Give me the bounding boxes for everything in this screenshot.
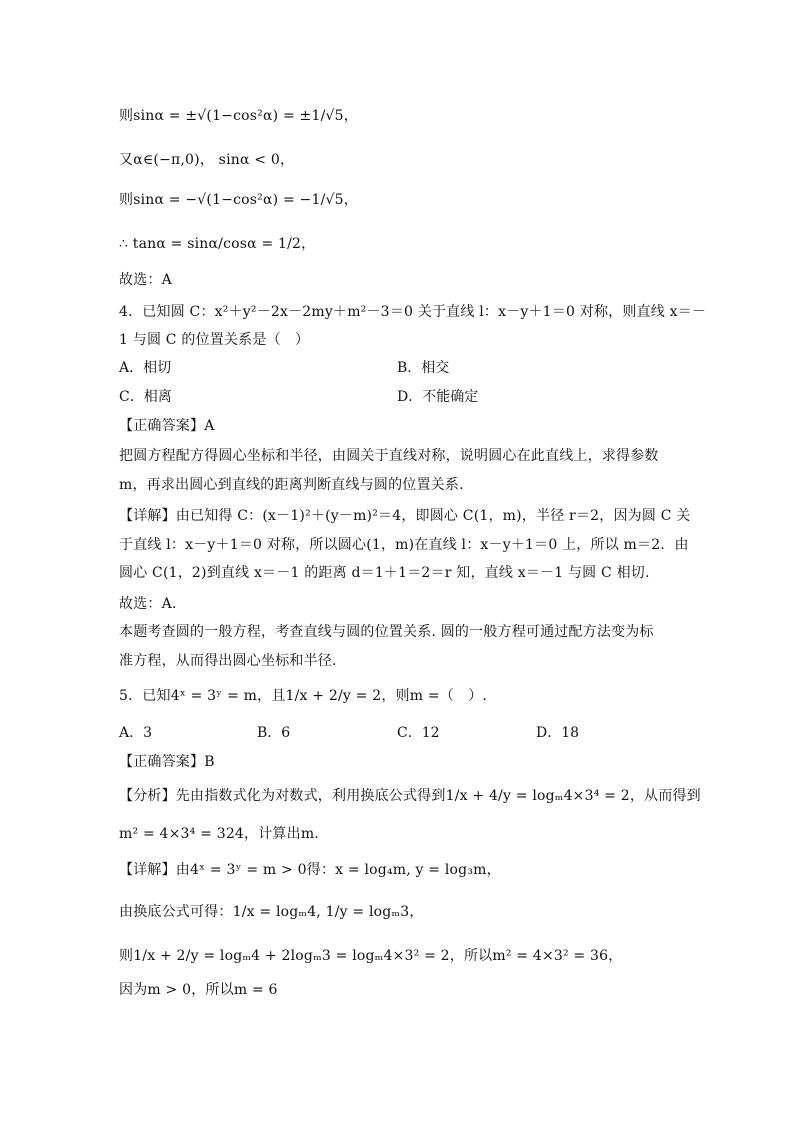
text-line: 因为m > 0，所以m = 6 (119, 982, 278, 998)
text-line: 又α∈(−π,0)， sinα < 0， (119, 152, 295, 168)
answer-line: 【正确答案】A (119, 418, 215, 434)
answer-line: 【正确答案】B (119, 754, 215, 770)
q4-option-a: A．相切 (119, 360, 172, 376)
text-line: 则sinα = −√(1−cos²α) = −1/√5， (119, 192, 358, 208)
text-line: ∴ tanα = sinα/cosα = 1/2， (119, 236, 316, 252)
text-line: 【详解】由已知得 C：(x－1)²＋(y－m)²＝4，即圆心 C(1，m)，半径 r＝2，因为圆 C 关 (119, 508, 691, 524)
text-line: 【分析】先由指数式化为对数式，利用换底公式得到1/x + 4/y = logₘ4×3⁴ = 2，从而得到 (119, 788, 701, 804)
text-line: 1 与圆 C 的位置关系是（ ） (119, 332, 310, 348)
question-4: 4．已知圆 C：x²＋y²－2x－2my＋m²－3＝0 关于直线 l：x－y＋1＝0 对称，则直线 x＝－ (119, 304, 707, 320)
text-line: 圆心 C(1，2)到直线 x＝－1 的距离 d＝1＋1＝2＝r 知，直线 x＝－1 与圆 C 相切. (119, 565, 650, 581)
text-line: 故选：A (119, 272, 172, 288)
q4-option-b: B．相交 (397, 360, 450, 376)
question-5: 5．已知4ˣ = 3ʸ = m，且1/x + 2/y = 2，则m =（ ）. (119, 688, 488, 704)
q4-option-d: D．不能确定 (397, 389, 479, 405)
text-line: 本题考查圆的一般方程，考查直线与圆的位置关系. 圆的一般方程可通过配方法变为标 (119, 624, 654, 640)
q5-option-c: C．12 (397, 725, 440, 741)
text-line: 由换底公式可得：1/x = logₘ4, 1/y = logₘ3， (119, 904, 424, 920)
q5-option-a: A．3 (119, 725, 153, 741)
q4-option-c: C．相离 (119, 389, 172, 405)
text-line: 故选：A. (119, 596, 177, 612)
text-line: 则1/x + 2/y = logₘ4 + 2logₘ3 = logₘ4×3² = 2，所以m² = 4×3² = 36， (119, 948, 623, 964)
text-line: 【详解】由4ˣ = 3ʸ = m > 0得：x = log₄m, y = log₃m， (119, 862, 501, 878)
text-line: 把圆方程配方得圆心坐标和半径，由圆关于直线对称，说明圆心在此直线上，求得参数 (119, 448, 659, 464)
text-line: m，再求出圆心到直线的距离判断直线与圆的位置关系. (119, 477, 464, 493)
text-line: 则sinα = ±√(1−cos²α) = ±1/√5， (119, 108, 358, 124)
text-line: 准方程，从而得出圆心坐标和半径. (119, 653, 337, 669)
q5-option-b: B．6 (257, 725, 291, 741)
text-line: 于直线 l：x－y＋1＝0 对称，所以圆心(1，m)在直线 l：x－y＋1＝0 上，所以 m＝2．由 (119, 537, 689, 553)
q5-option-d: D．18 (536, 725, 580, 741)
text-line: m² = 4×3⁴ = 324，计算出m. (119, 826, 319, 842)
